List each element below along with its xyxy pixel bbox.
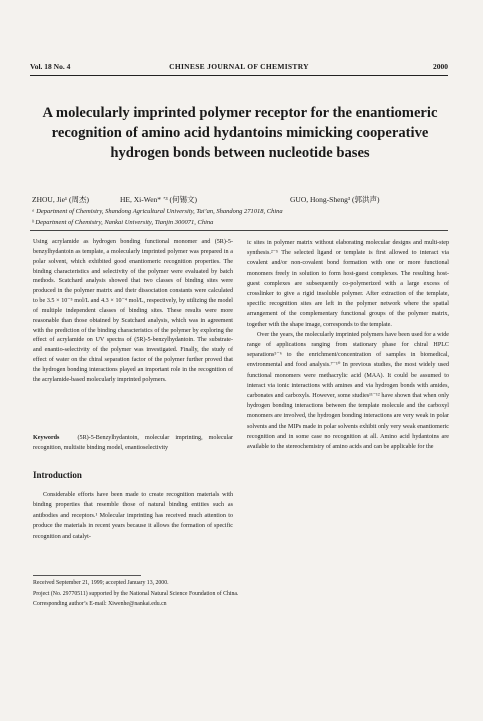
section-heading-introduction: Introduction [33,470,82,480]
keywords-text: (5R)-5-Benzylhydantoin, molecular imprinting, molecular recognition, multisite binding model, enantioselectivity [33,435,233,451]
keywords-label: Keywords [33,435,60,441]
introduction-paragraph-1-cont: ic sites in polymer matrix without elaborating molecular designs and multi-step synthesis.²⁻⁵ The selected ligand or template is first allowed to interact via covalent and/or non-covalent bond formation with one or more functional monomers freely in solution to form host-guest complexes. The resulting host-guest complexes are subsequently co-polymerized with a large excess of crosslinker to give a rigid insoluble polymer. After extraction of the template, specific recognition sites are left in the polymer network where the spatial arrangement of the complementary functional groups of the polymer matrix, together with the shape image, corresponds to the template. [247,240,449,328]
abstract: Using acrylamide as hydrogen bonding functional monomer and (5R)-5-benzylhydantoin as template, a molecularly imprinted polymer was prepared in a polar solvent, which exhibited good enantiomeric recognition properties. The binding characteristics and selectivity of the polymer were evaluated by batch methods. Scatchard analysis showed that two classes of binding sites were produced in the polymer matrix and their dissociation constants were calculated to be 3.5 × 10⁻⁵ mol/L and 4.3 × 10⁻⁴ mol/L, respectively, by utilizing the model of multiple independent classes of binding sites. These results were more reasonable than those obtained by Scatchard analysis, which was in agreement with the prediction of the binding characteristics of the polymer by exploring the effect of acrylamide on UV spectra of (5R)-5-benzylhydantoin. The substrate- and enantio-selectivity of the polymer was investigated. Finally, the study of effect of water on the chiral separation factor of the polymer further proved that the hydrogen bonding interactions played an important role in the recognition of the acrylamide-based molecularly imprinted polymers. [33,239,233,383]
introduction-text-left: Considerable efforts have been made to create recognition materials with binding properties that resemble those of natural binding entities such as antibodies and receptors.¹ Molecular imprinting has received much attention to produce the materials in recent years because it allows the formation of specific recognition and catalyt- [33,492,233,540]
volume-label: Vol. 18 No. 4 [30,62,71,71]
affiliation-rule [30,230,448,231]
footnote-project: Project (No. 29770511) supported by the National Natural Science Foundation of China. [33,590,239,597]
footnote-rule [33,575,141,576]
footnotes [33,578,453,610]
affiliation-a: ᵃ Department of Chemistry, Shandong Agricultural University, Tai’an, Shandong 271018, China [32,208,283,215]
author-he: HE, Xi-Wen* ’³ (何锡文) [120,195,198,204]
author-guo: GUO, Hong-Sheng³ (郭洪声) [290,195,380,204]
article-title: A molecularly imprinted polymer receptor for the enantiomeric recognition of amino acid hydantoins mimicking cooperative hydrogen bonds between nucleotide bases [42,105,438,161]
footnote-received: Received September 21, 1999; accepted January 13, 2000. [33,580,169,586]
author-zhou: ZHOU, Jie¹ (周杰) [32,195,90,204]
running-header [30,62,448,76]
header-rule [30,75,448,76]
page-number: 2000 [433,62,448,71]
footnote-corresponding: Corresponding author’s E-mail: Xiwenhe@nankai.edu.cn [33,601,167,607]
right-column [247,238,449,452]
journal-name: CHINESE JOURNAL OF CHEMISTRY [169,62,309,71]
author-line [32,194,452,206]
affiliation-b: ᵇ Department of Chemistry, Nankai University, Tianjin 300071, China [32,219,214,226]
introduction-paragraph-2: Over the years, the molecularly imprinted polymers have been used for a wide range of applications ranging from stationary phase for chiral HPLC separations⁵⁻⁶ to the enrichment/concentration of samples in biomedical, environmental and food analysis.⁷⁻¹⁰ In previous studies, the most widely used functional monomers were methacrylic acid (MAA). It could be assumed to interact via ionic interactions with amines and via hydrogen bonds with amides, carbonates and carboxyls. However, some studies¹¹⁻¹² have shown that when only hydrogen bonding interactions between the template molecule and the carboxyl monomers are involved, the hydrogen bonding interactions are very weak in polar solvents and the MIPs made in polar solvents exhibit only very weak enantiomeric recognition and in some case no recognition at all. Amino acid hydantoins are available to the stereochemistry of amino acids and can be applicable for the [247,331,449,451]
keywords [33,434,233,454]
